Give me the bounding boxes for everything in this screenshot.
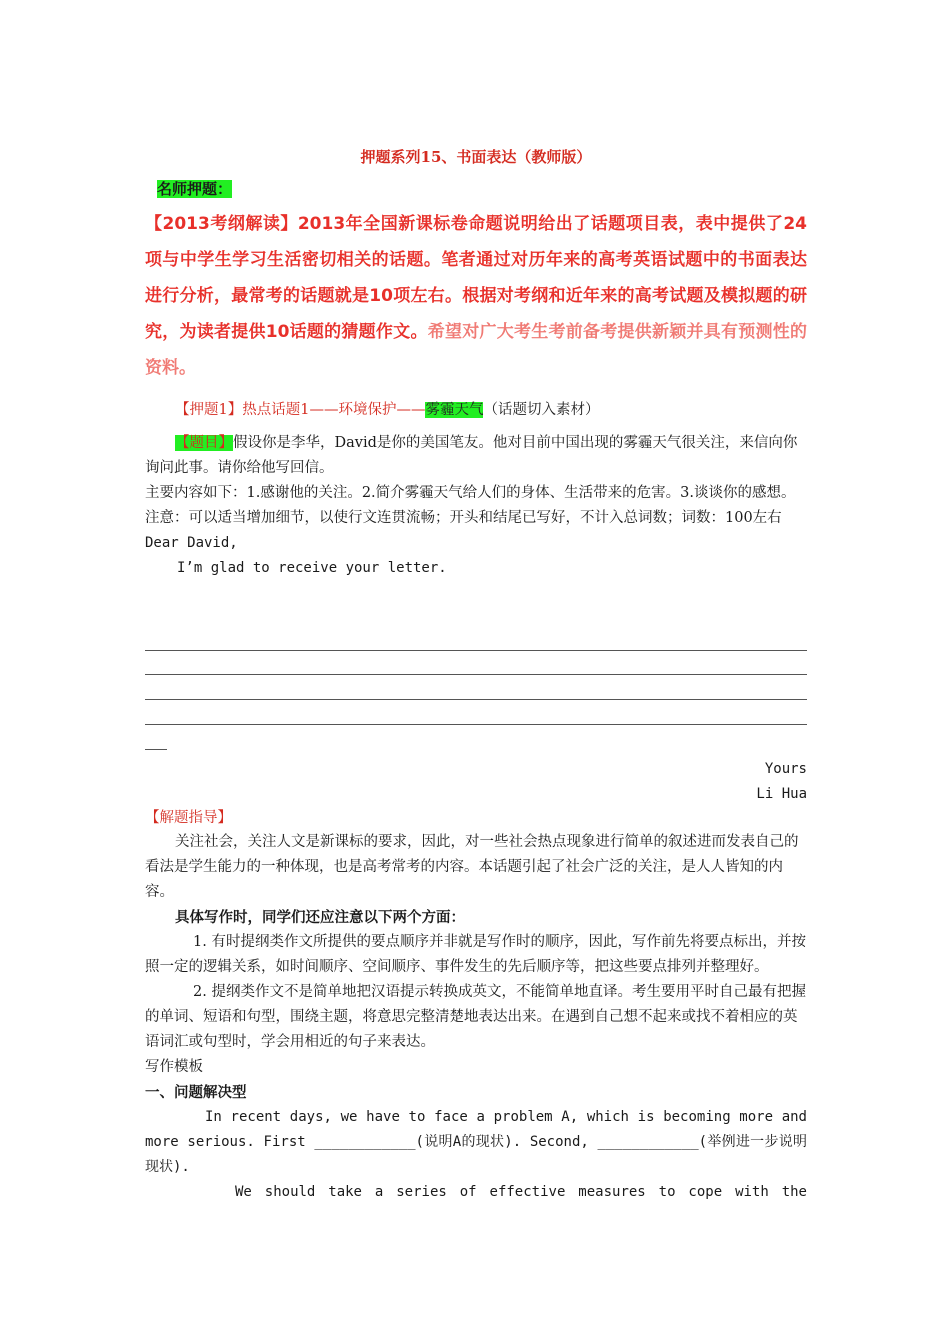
teacher-label <box>157 178 232 199</box>
page-title: 押题系列15、书面表达（教师版） <box>360 148 592 166</box>
answer-line-1 <box>145 650 807 651</box>
guide-heading: 【解题指导】 <box>145 810 232 826</box>
intro-main-text: 【2013考纲解读】2013年全国新课标卷命题说明给出了话题项目表，表中提供了24项与中学生学习生活密切相关的话题。笔者通过对历年来的高考英语试题中的书面表达进行分析，最常考的话题就是10项左右。根据对考纲和近年来的高考试题及模拟题的研究，为读者提供10话题的猜题作文。 <box>145 214 807 342</box>
guide-para-4: 2. 提纲类作文不是简单地把汉语提示转换成英文，不能简单地直译。考生要用平时自己最有把握的单词、短语和句型，围绕主题，将意思完整清楚地表达出来。在遇到自己想不起来或找不着相应的英语词汇或句型时，学会用相近的句子来表达。 <box>145 984 806 1050</box>
answer-line-5 <box>145 749 167 750</box>
guide-para-2: 具体写作时，同学们还应注意以下两个方面： <box>175 909 465 926</box>
intro-fade-text: 希望对广大考生考前备考提供新颖并具有预测性的资料。 <box>145 322 807 378</box>
question-line-3: 注意：可以适当增加细节，以使行文连贯流畅；开头和结尾已写好，不计入总词数；词数：100左右 <box>145 510 782 526</box>
question-text-1: 假设你是李华，David是你的美国笔友。他对目前中国出现的雾霾天气很关注，来信向你询问此事。请你给他写回信。 <box>145 435 798 476</box>
guide-para-3: 1. 有时提纲类作文所提供的要点顺序并非就是写作时的顺序，因此，写作前先将要点标出，并按照一定的逻辑关系，如时间顺序、空间顺序、事件发生的先后顺序等，把这些要点排列并整理好。 <box>145 934 806 975</box>
answer-line-2 <box>145 674 807 675</box>
answer-line-3 <box>145 699 807 700</box>
question-line-1 <box>145 431 807 481</box>
letter-signature: Li Hua <box>756 786 807 802</box>
guide-block <box>145 830 807 1205</box>
letter-greeting: Dear David, <box>145 535 238 551</box>
topic-prefix: 【押题1】热点话题1——环境保护—— <box>175 402 426 418</box>
intro-paragraph <box>145 206 807 386</box>
guide-para-1: 关注社会，关注人文是新课标的要求，因此，对一些社会热点现象进行简单的叙述进而发表自己的看法是学生能力的一种体现，也是高考常考的内容。本话题引起了社会广泛的关注，是人人皆知的内容。 <box>145 834 799 900</box>
template-label: 写作模板 <box>145 1059 203 1075</box>
question-block <box>145 431 807 581</box>
topic-heading <box>175 398 599 419</box>
topic-suffix: （话题切入素材） <box>483 402 600 418</box>
letter-closing: Yours <box>764 761 807 777</box>
topic-highlight: 雾霾天气 <box>425 402 484 418</box>
question-line-2: 主要内容如下：1.感谢他的关注。2.简介雾霾天气给人们的身体、生活带来的危害。3.谈谈你的感想。 <box>145 485 796 501</box>
teacher-label-text: 名师押题： <box>157 180 233 198</box>
question-tag: 【题目】 <box>175 435 233 451</box>
template-para-2: We should take a series of effective measures to cope with the <box>235 1184 807 1200</box>
type-heading: 一、问题解决型 <box>145 1084 247 1101</box>
letter-opening: I’m glad to receive your letter. <box>177 560 447 576</box>
template-para-1: In recent days, we have to face a problem A, which is becoming more and more serious. First ____________(说明A的现状). Second, ____________(举例进一步说明现状). <box>145 1109 807 1175</box>
answer-line-4 <box>145 724 807 725</box>
